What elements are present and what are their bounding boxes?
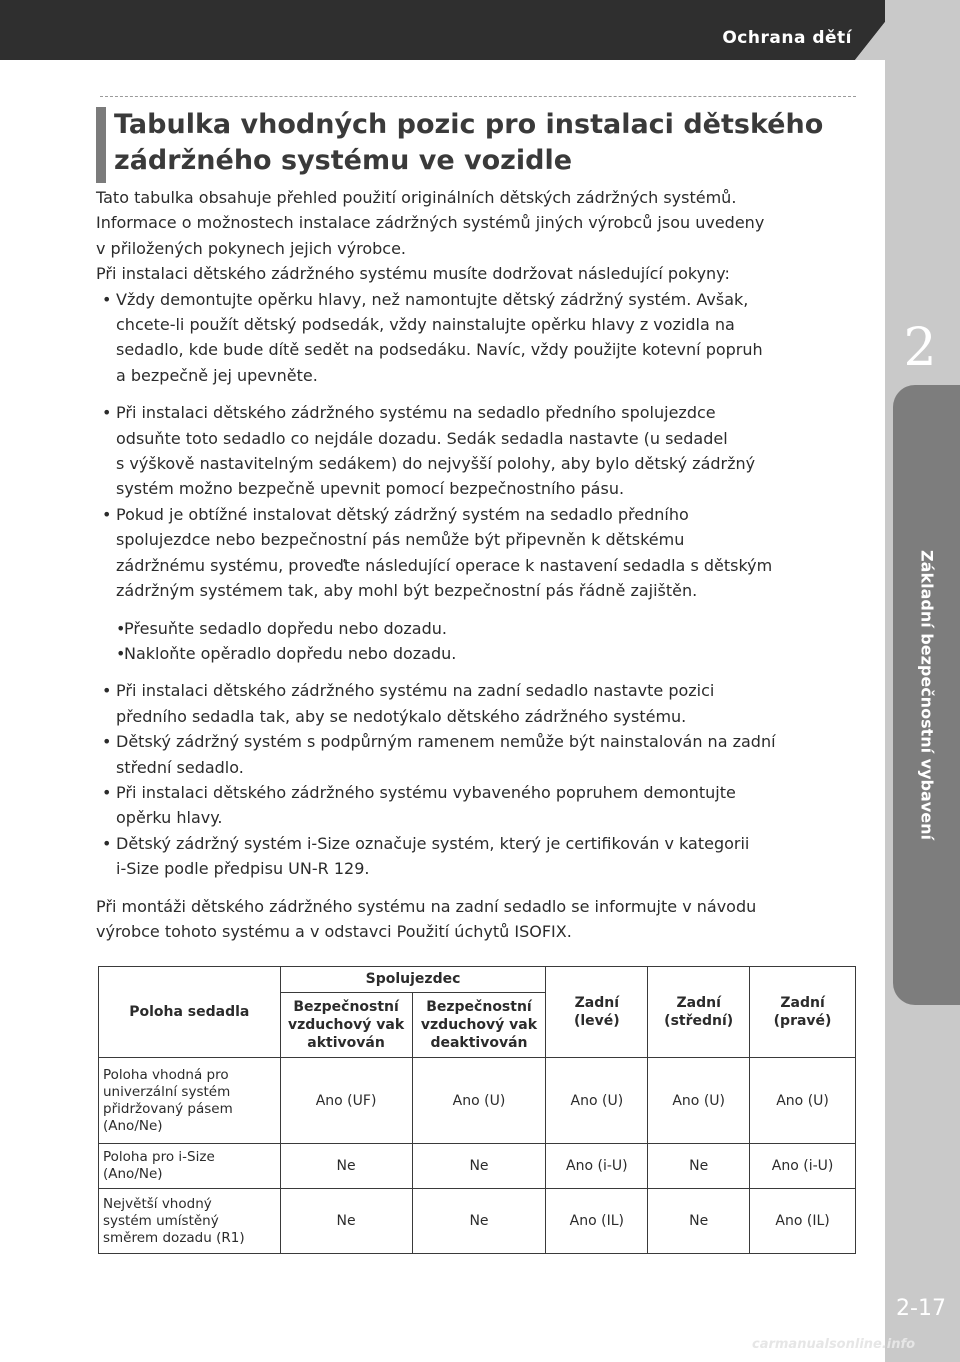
text-line: Tato tabulka obsahuje přehled použití originálních dětských zádržných systémů.: [96, 188, 737, 207]
header-text: (levé): [573, 1013, 620, 1029]
row-label: [99, 1144, 281, 1189]
row-label-line: Poloha vhodná pro: [103, 1066, 229, 1083]
page-title-line2: zádržného systému ve vozidle: [114, 145, 573, 176]
table-cell: Ano (U): [648, 1058, 750, 1144]
table-cell: Ano (i-U): [546, 1144, 648, 1189]
text-line: a bezpečně jej upevněte.: [116, 365, 318, 385]
text-line: Při instalaci dětského zádržného systému na zadní sedadlo nastavte pozici: [116, 681, 715, 701]
text-line: předního sedadla tak, aby se nedotýkalo dětského zádržného systému.: [116, 706, 687, 726]
table-cell: Ano (IL): [750, 1189, 856, 1254]
watermark: carmanualsonline.info: [752, 1337, 916, 1352]
heading-accent-bar: [96, 107, 106, 183]
seat-position-table: [98, 966, 856, 1254]
text-line: opěrku hlavy.: [116, 808, 223, 828]
table-cell: Ne: [648, 1189, 750, 1254]
text-line: zádržným systémem tak, aby mohl být bezpečnostní pás řádně zajištěn.: [116, 581, 698, 601]
list-item: [96, 678, 856, 729]
text-line: Dětský zádržný systém s podpůrným ramenem nemůže být nainstalován na zadní: [116, 732, 776, 752]
text-line: v přiložených pokynech jejich výrobce.: [96, 238, 406, 258]
text-line: Při montáži dětského zádržného systému na zadní sedadlo se informujte v návodu: [96, 896, 757, 916]
text-line: s výškově nastavitelným sedákem) do nejvyšší polohy, aby bylo dětský zádržný: [116, 454, 756, 474]
header-text: aktivován: [307, 1034, 385, 1051]
header-text: Bezpečnostní: [293, 998, 399, 1015]
header-rear-left: [546, 967, 648, 1058]
page-title-line1: Tabulka vhodných pozic pro instalaci dětského: [114, 109, 824, 140]
header-text: (střední): [664, 1013, 734, 1029]
row-label-line: Poloha pro i-Size: [103, 1149, 215, 1165]
header-text: (pravé): [773, 1013, 832, 1029]
text-line: Pokud je obtížné instalovat dětský zádržný systém na sedadlo předního: [116, 504, 689, 524]
text-line: Informace o možnostech instalace zádržných systémů jiných výrobců jsou uvedeny: [96, 213, 765, 233]
list-item: [96, 400, 856, 502]
header-rear-center: [648, 967, 750, 1058]
page-title: [114, 103, 856, 179]
header-text: Zadní: [676, 995, 721, 1011]
row-label-line: (Ano/Ne): [103, 1166, 163, 1182]
header-airbag-off: [412, 992, 546, 1057]
text-line: sedadlo, kde bude dítě sedět na podsedáku. Navíc, vždy použijte kotevní popruh: [116, 340, 763, 360]
row-label-line: směrem dozadu (R1): [103, 1229, 245, 1246]
section-heading: [96, 103, 856, 179]
text-line: Při instalaci dětského zádržného systému vybaveného popruhem demontujte: [116, 782, 736, 802]
row-label-line: systém umístěný: [103, 1212, 219, 1229]
row-label: [99, 1058, 281, 1144]
list-item: [96, 831, 856, 882]
table-cell: Ne: [648, 1144, 750, 1189]
list-item: [96, 502, 856, 604]
header-rear-right: [750, 967, 856, 1058]
table-cell: Ne: [412, 1189, 546, 1254]
body-text: [96, 185, 856, 944]
header-airbag-on: [280, 992, 412, 1057]
header-title: Ochrana dětí: [722, 28, 852, 48]
list-item: [96, 287, 856, 389]
header-text: Zadní: [574, 995, 620, 1011]
header-bar: [0, 0, 960, 60]
row-label: [99, 1189, 281, 1254]
header-text: Bezpečnostní: [426, 998, 532, 1015]
table-cell: Ne: [280, 1189, 412, 1254]
chapter-title: Základní bezpečnostní vybavení: [917, 550, 937, 840]
table-cell: Ano (U): [546, 1058, 648, 1144]
table-cell: Ne: [280, 1144, 412, 1189]
text-line: odsuňte toto sedadlo co nejdále dozadu. Sedák sedadla nastavte (u sedadel: [116, 428, 728, 448]
header-passenger: Spolujezdec: [280, 967, 546, 993]
list-item: [96, 729, 856, 780]
sub-list-item: • Přesuňte sedadlo dopředu nebo dozadu.: [96, 616, 856, 641]
text-line: zádržnému systému, proveďte následující operace k nastavení sedadla s dětským: [116, 555, 773, 575]
header-seat-position: Poloha sedadla: [99, 967, 281, 1058]
main-content: [96, 96, 856, 944]
text-line: Vždy demontujte opěrku hlavy, než namontujte dětský zádržný systém. Avšak,: [116, 289, 749, 309]
text-line: výrobce tohoto systému a v odstavci Použití úchytů ISOFIX.: [96, 921, 572, 941]
table-cell: Ano (IL): [546, 1189, 648, 1254]
table-cell: Ano (U): [412, 1058, 546, 1144]
page-number: 2-17: [896, 1296, 946, 1321]
chapter-number: 2: [903, 318, 937, 378]
text-line: Při instalaci dětského zádržného systému musíte dodržovat následující pokyny:: [96, 264, 730, 284]
header-text: vzduchový vak: [287, 1016, 405, 1033]
header-text: vzduchový vak: [420, 1016, 538, 1033]
text-line: spolujezdce nebo bezpečnostní pás nemůže být připevněn k dětskému: [116, 530, 685, 550]
header-text: deaktivován: [430, 1034, 528, 1051]
text-line: i-Size podle předpisu UN-R 129.: [116, 859, 370, 879]
closing-paragraph: [96, 894, 856, 945]
row-label-line: (Ano/Ne): [103, 1117, 163, 1134]
header-text: Zadní: [780, 995, 825, 1011]
row-label-line: Největší vhodný: [103, 1195, 212, 1212]
section-divider: [100, 96, 856, 97]
table-row: [99, 1058, 856, 1144]
table-row: [99, 1144, 856, 1189]
list-item: [96, 780, 856, 831]
table-cell: Ano (UF): [280, 1058, 412, 1144]
table-row: [99, 1189, 856, 1254]
table-cell: Ne: [412, 1144, 546, 1189]
text-line: střední sedadlo.: [116, 757, 244, 777]
sub-list-item: • Nakloňte opěradlo dopředu nebo dozadu.: [96, 641, 856, 666]
text-line: Při instalaci dětského zádržného systému na sedadlo předního spolujezdce: [116, 403, 716, 423]
table-cell: Ano (i-U): [750, 1144, 856, 1189]
text-line: systém možno bezpečně upevnit pomocí bezpečnostního pásu.: [116, 479, 625, 499]
row-label-line: přidržovaný pásem: [103, 1100, 233, 1117]
text-line: chcete-li použít dětský podsedák, vždy nainstalujte opěrku hlavy z vozidla na: [116, 315, 735, 335]
table-cell: Ano (U): [750, 1058, 856, 1144]
table-header-row: [99, 967, 856, 993]
text-line: Dětský zádržný systém i-Size označuje systém, který je certifikován v kategorii: [116, 833, 750, 853]
intro-paragraph: [96, 185, 856, 287]
row-label-line: univerzální systém: [103, 1083, 231, 1100]
